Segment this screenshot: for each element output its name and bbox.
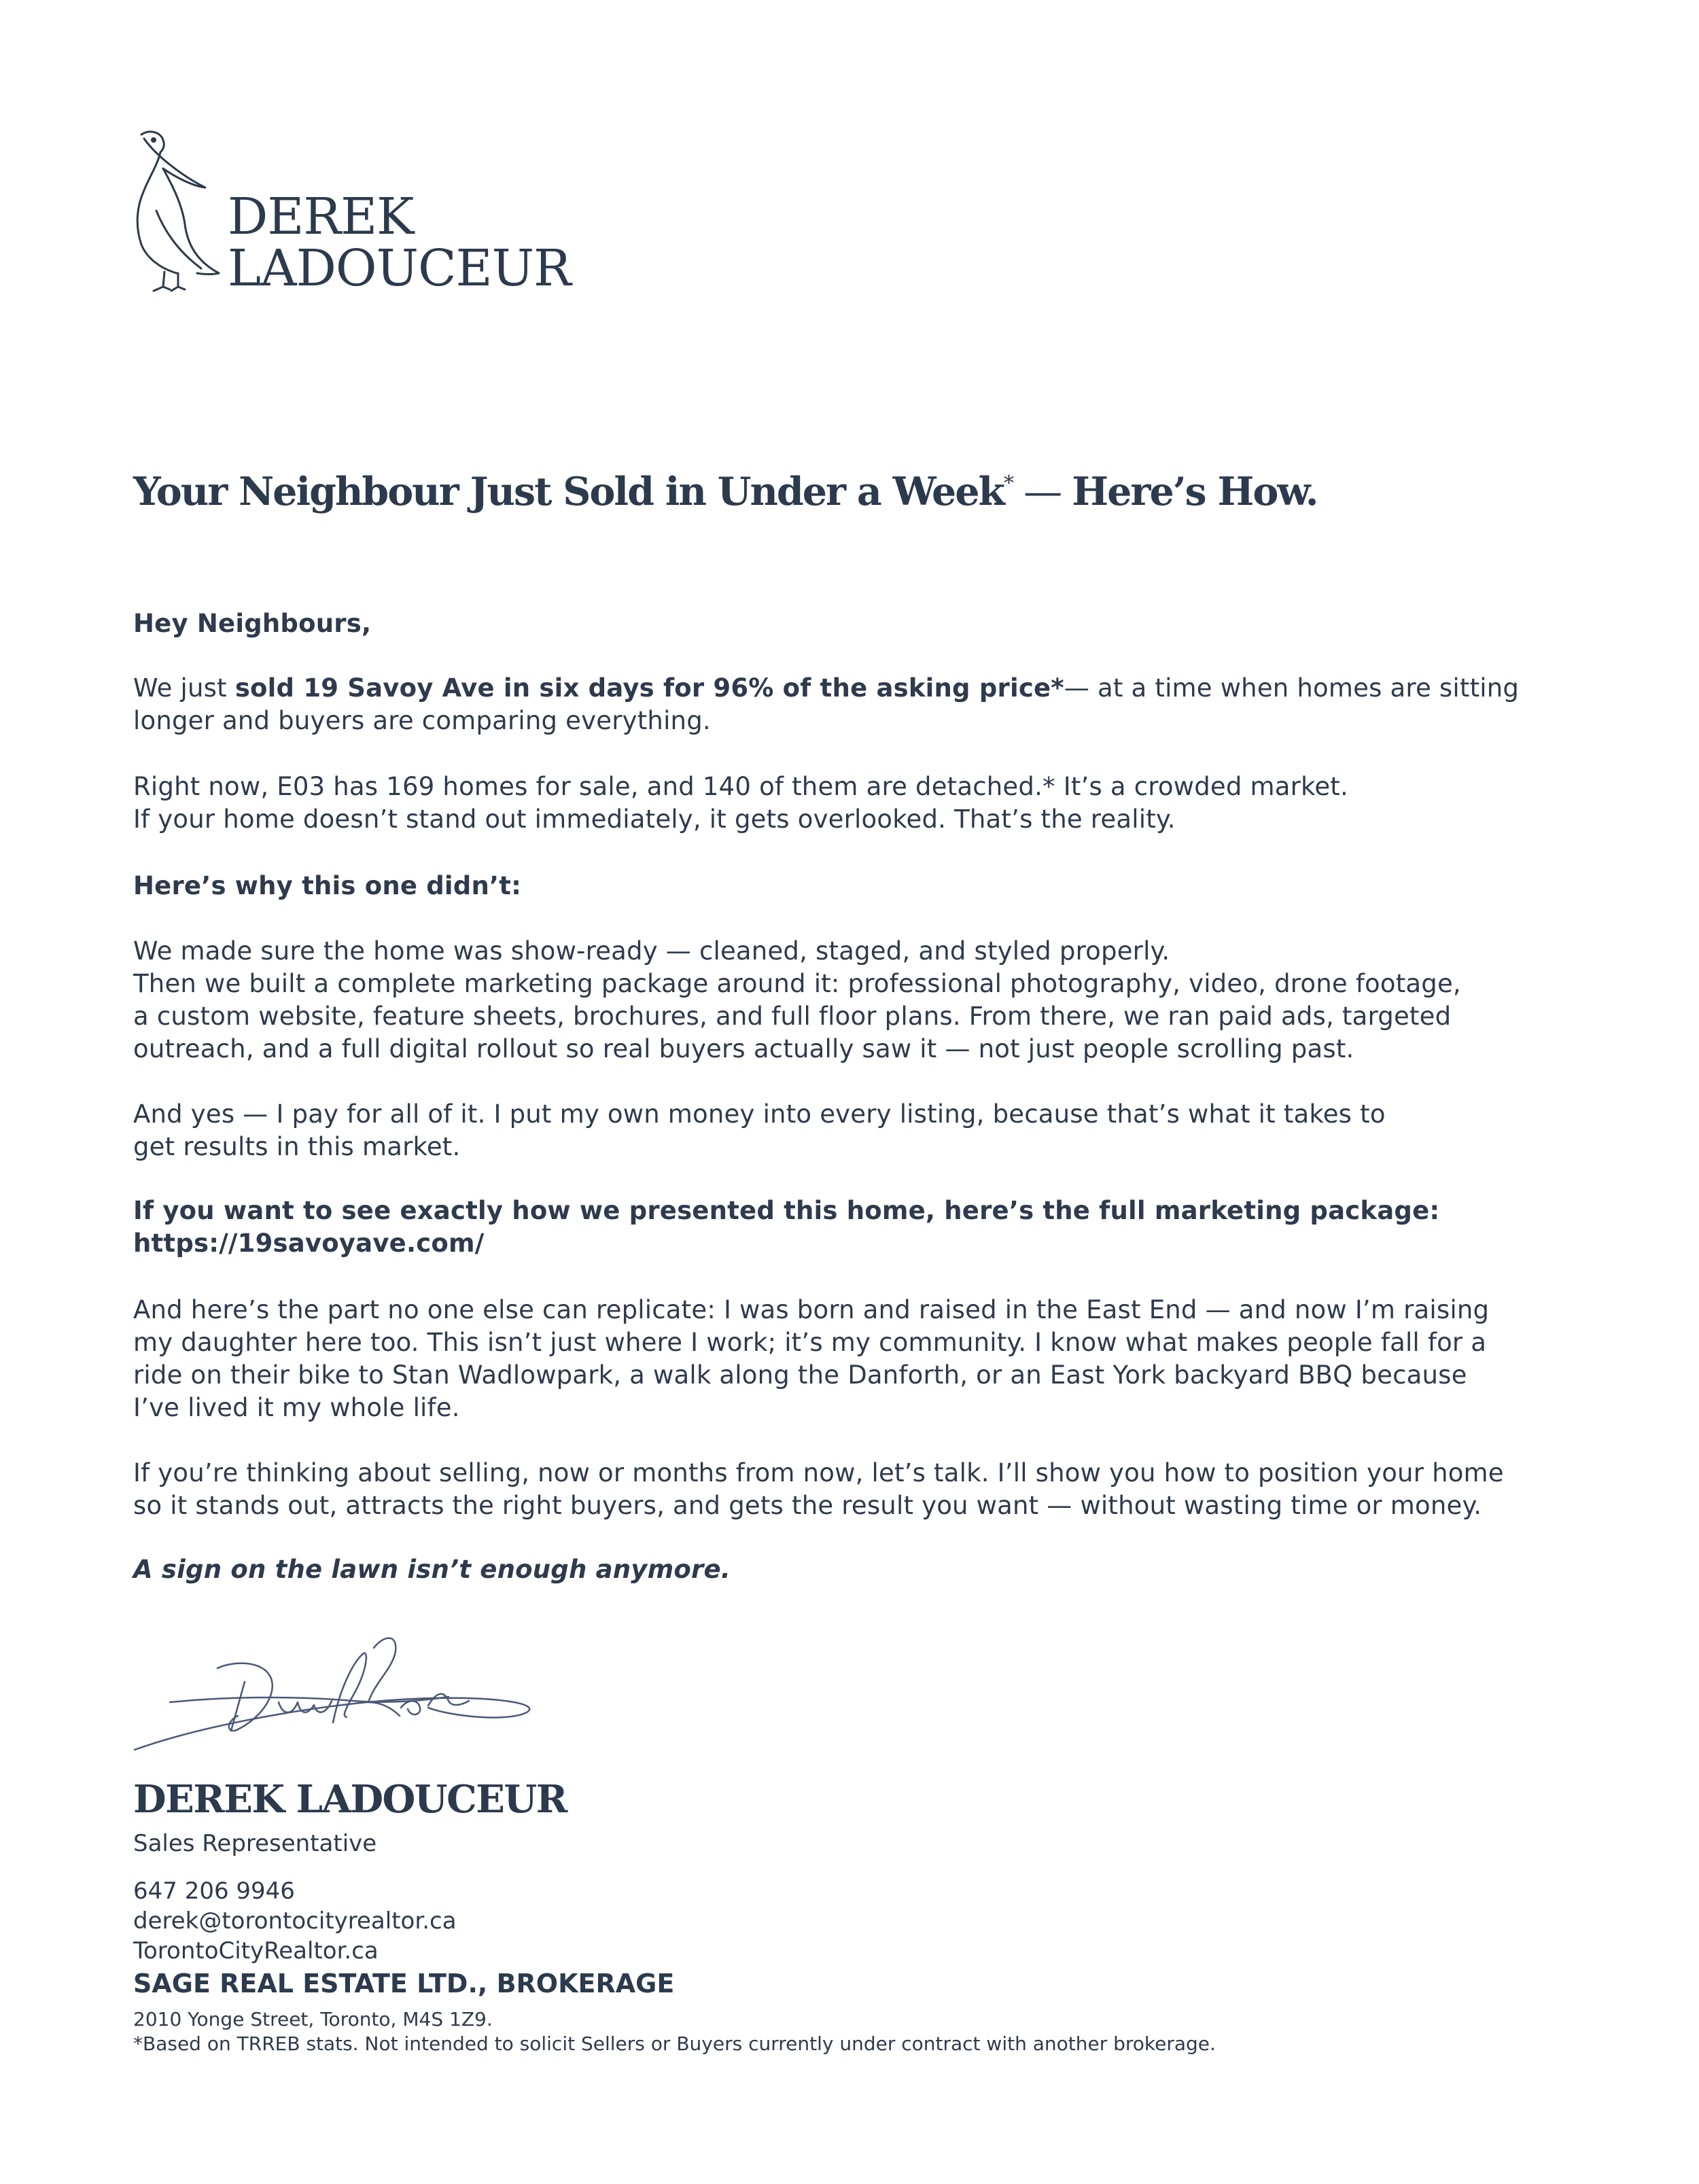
- p3-line4: outreach, and a full digital rollout so real buyers actually saw it — not just people scrolling past.: [133, 1034, 1354, 1063]
- handwritten-signature: [129, 1621, 550, 1757]
- p4-line1: And yes — I pay for all of it. I put my own money into every listing, because that’s what it takes to: [133, 1099, 1386, 1129]
- paragraph-market: [133, 771, 1594, 836]
- p5-line2: my daughter here too. This isn’t just where I work; it’s my community. I know what makes people fall for a: [133, 1328, 1487, 1357]
- p3-line3: a custom website, feature sheets, brochures, and full floor plans. From there, we ran paid ads, targeted: [133, 1002, 1452, 1031]
- logo-name-last: LADOUCEUR: [228, 239, 571, 298]
- tagline: A sign on the lawn isn’t enough anymore.: [133, 1555, 731, 1584]
- phone-number: 647 206 9946: [133, 1878, 295, 1905]
- email-link[interactable]: derek@torontocityrealtor.ca: [133, 1907, 457, 1935]
- p6-line2: so it stands out, attracts the right buyers, and gets the result you want — without wasting time or money.: [133, 1491, 1482, 1520]
- cta-line: If you want to see exactly how we presented this home, here’s the full marketing package:: [133, 1196, 1440, 1225]
- headline-asterisk: *: [1004, 472, 1013, 495]
- p3-line2: Then we built a complete marketing package around it: professional photography, video, drone footage,: [133, 969, 1461, 998]
- paragraph-community: [133, 1294, 1594, 1424]
- p1-line2: longer and buyers are comparing everything.: [133, 706, 711, 735]
- brokerage-name: SAGE REAL ESTATE LTD., BROKERAGE: [133, 1969, 675, 1998]
- website-link[interactable]: TorontoCityRealtor.ca: [133, 1937, 379, 1965]
- p4-line2: get results in this market.: [133, 1132, 461, 1161]
- p1-bold: sold 19 Savoy Ave in six days for 96% of the asking price*: [234, 673, 1064, 703]
- company-logo: [129, 129, 571, 299]
- headline-dash: —: [1013, 470, 1072, 514]
- p5-line3: ride on their bike to Stan Wadlowpark, a walk along the Danforth, or an East York backyard BBQ because: [133, 1360, 1467, 1390]
- p1-pre: We just: [133, 673, 235, 703]
- paragraph-investment: [133, 1098, 1594, 1163]
- headline-main: Your Neighbour Just Sold in Under a Week: [133, 469, 1004, 514]
- headline-tail: Here’s How.: [1072, 469, 1318, 514]
- cta-block: [133, 1195, 1594, 1260]
- p2-line2: If your home doesn’t stand out immediately, it gets overlooked. That’s the reality.: [133, 805, 1176, 834]
- paragraph-marketing: [133, 935, 1594, 1065]
- greeting: Hey Neighbours,: [133, 609, 372, 638]
- p6-line1: If you’re thinking about selling, now or months from now, let’s talk. I’ll show you how to position your home: [133, 1458, 1504, 1487]
- p3-line1: We made sure the home was show-ready — cleaned, staged, and styled properly.: [133, 936, 1170, 966]
- p1-post: — at a time when homes are sitting: [1064, 673, 1520, 703]
- page-title: [133, 469, 1628, 515]
- paragraph-invite: [133, 1457, 1594, 1522]
- signature-name: DEREK LADOUCEUR: [133, 1777, 567, 1822]
- brokerage-address: 2010 Yonge Street, Toronto, M4S 1Z9.: [133, 2008, 493, 2030]
- p2-line1: Right now, E03 has 169 homes for sale, and 140 of them are detached.* It’s a crowded market.: [133, 772, 1348, 801]
- disclaimer: *Based on TRREB stats. Not intended to solicit Sellers or Buyers currently under contract with another brokerage.: [133, 2032, 1216, 2055]
- p5-line4: I’ve lived it my whole life.: [133, 1393, 460, 1422]
- paragraph-sold: [133, 672, 1594, 737]
- cta-url-link[interactable]: https://19savoyave.com/: [133, 1229, 485, 1258]
- p5-line1: And here’s the part no one else can replicate: I was born and raised in the East End — and now I’m raising: [133, 1295, 1490, 1324]
- signature-title: Sales Representative: [133, 1830, 377, 1857]
- logo-name-first: DEREK: [228, 188, 414, 246]
- why-heading: Here’s why this one didn’t:: [133, 871, 522, 900]
